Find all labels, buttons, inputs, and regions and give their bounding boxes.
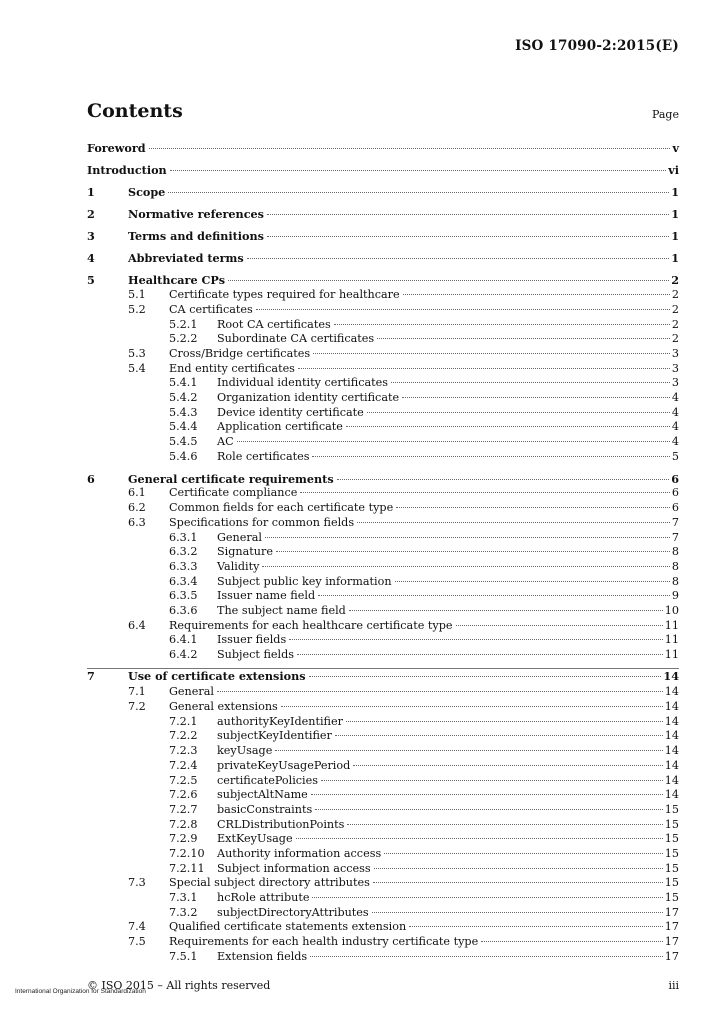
document-id: ISO 17090-2:2015(E): [515, 38, 679, 54]
toc-entry-title: Scope: [128, 185, 166, 200]
toc-entry-title: Device identity certificate: [217, 405, 364, 419]
toc-entry[interactable]: [87, 332, 679, 347]
toc-entry-number: 7.2.4: [169, 758, 198, 772]
dot-leader: [247, 258, 670, 259]
toc-entry-title: Specifications for common fields: [169, 515, 355, 529]
toc-entry-title: AC: [217, 435, 234, 449]
toc-entry-number: 6.3.6: [169, 603, 198, 617]
toc-entry-title: Abbreviated terms: [128, 251, 244, 266]
toc-entry-title: The subject name field: [217, 603, 346, 617]
toc-entry-title: Subject fields: [217, 648, 295, 662]
toc-entry-number: 7.2.3: [169, 744, 198, 758]
toc-entry-number: 1: [87, 185, 95, 200]
toc-entry-number: 7.2.7: [169, 802, 198, 816]
toc-entry-title: Role certificates: [217, 449, 310, 463]
toc-entry[interactable]: [87, 516, 679, 531]
dot-leader: [297, 654, 663, 655]
toc-entry-title: Signature: [217, 545, 273, 559]
toc-entry-page: 1: [671, 207, 679, 222]
toc-entry-page: 15: [664, 861, 679, 875]
toc-entry[interactable]: [87, 847, 679, 862]
dot-leader: [312, 456, 669, 457]
toc-entry-page: 17: [664, 935, 679, 949]
toc-entry-number: 5.2.2: [169, 332, 198, 346]
toc-entry-title: keyUsage: [217, 744, 273, 758]
toc-entry-title: CA certificates: [169, 302, 253, 316]
footer-page-number: iii: [668, 979, 679, 992]
toc-entry[interactable]: [87, 729, 679, 744]
toc-entry-page: v: [672, 141, 679, 155]
toc-entry-title: Introduction: [87, 163, 167, 178]
dot-leader: [149, 148, 671, 149]
toc-entry[interactable]: [87, 935, 679, 950]
dot-leader: [402, 397, 670, 398]
toc-entry-number: 5.4.6: [169, 449, 198, 463]
toc-entry-page: 1: [671, 229, 679, 244]
toc-entry[interactable]: [87, 376, 679, 391]
toc-entry-page: 17: [664, 949, 679, 963]
toc-entry-number: 5.2: [128, 302, 146, 316]
dot-leader: [168, 192, 669, 193]
page-column-label: Page: [651, 108, 679, 121]
toc-entry-number: 7.1: [128, 685, 146, 699]
dot-leader: [309, 676, 662, 677]
toc-entry[interactable]: [87, 391, 679, 406]
toc-entry[interactable]: [87, 906, 679, 921]
dot-leader: [262, 566, 669, 567]
toc-entry-title: Application certificate: [217, 420, 343, 434]
toc-entry[interactable]: [87, 406, 679, 421]
toc-entry-page: 10: [664, 603, 679, 617]
toc-entry-title: certificatePolicies: [217, 773, 318, 787]
toc-entry[interactable]: [87, 435, 679, 450]
toc-entry[interactable]: [87, 501, 679, 516]
toc-entry-title: subjectDirectoryAttributes: [217, 905, 369, 919]
toc-entry-page: 4: [671, 420, 679, 434]
dot-leader: [349, 610, 663, 611]
toc-entry[interactable]: [87, 141, 679, 156]
toc-entry-page: 6: [671, 501, 679, 515]
toc-entry-title: Common fields for each certificate type: [169, 501, 394, 515]
toc-entry-page: 11: [664, 648, 679, 662]
toc-entry-title: Subject public key information: [217, 574, 392, 588]
dot-leader: [310, 956, 663, 957]
dot-leader: [228, 280, 669, 281]
toc-entry-page: 2: [671, 302, 679, 316]
toc-entry-number: 6.4.1: [169, 633, 198, 647]
toc-entry-page: 1: [671, 185, 679, 200]
toc-entry-title: Special subject directory attributes: [169, 876, 370, 890]
toc-entry-page: 3: [671, 361, 679, 375]
toc-entry[interactable]: [87, 950, 679, 965]
toc-entry-number: 7.2.9: [169, 832, 198, 846]
toc-entry[interactable]: [87, 347, 679, 362]
toc-entry[interactable]: [87, 251, 679, 266]
toc-entry-number: 5.4.3: [169, 405, 198, 419]
toc-entry[interactable]: [87, 633, 679, 648]
toc-entry-title: authorityKeyIdentifier: [217, 714, 343, 728]
toc-entry[interactable]: [87, 420, 679, 435]
dot-leader: [312, 897, 662, 898]
toc-entry-title: Individual identity certificates: [217, 376, 389, 390]
toc-entry-page: 6: [671, 486, 679, 500]
footer-organization: International Organization for Standardization: [15, 988, 146, 995]
dot-leader: [391, 382, 670, 383]
toc-entry[interactable]: [87, 207, 679, 222]
dot-leader: [395, 581, 670, 582]
toc-entry-title: Qualified certificate statements extension: [169, 920, 407, 934]
toc-entry[interactable]: [87, 560, 679, 575]
toc-entry-title: General certificate requirements: [128, 471, 334, 486]
dot-leader: [456, 625, 663, 626]
toc-entry-number: 5.3: [128, 346, 146, 360]
dot-leader: [311, 794, 663, 795]
toc-entry-number: 6.4: [128, 618, 146, 632]
dot-leader: [347, 824, 662, 825]
toc-entry[interactable]: [87, 759, 679, 774]
toc-entry[interactable]: [87, 862, 679, 877]
toc-entry[interactable]: [87, 362, 679, 377]
dot-leader: [298, 368, 670, 369]
toc-entry-title: Requirements for each health industry certificate type: [169, 935, 479, 949]
toc-entry[interactable]: [87, 604, 679, 619]
toc-entry-title: General: [217, 530, 262, 544]
toc-entry[interactable]: [87, 715, 679, 730]
toc-entry-page: 2: [671, 273, 679, 288]
toc-entry-number: 6.3.3: [169, 559, 198, 573]
toc-entry[interactable]: [87, 832, 679, 847]
toc-entry[interactable]: [87, 472, 679, 487]
toc-entry-page: 14: [664, 729, 679, 743]
toc-entry-page: 14: [664, 758, 679, 772]
toc-entry-title: Organization identity certificate: [217, 390, 400, 404]
toc-entry-number: 6.2: [128, 501, 146, 515]
dot-leader: [318, 595, 670, 596]
toc-entry-page: 7: [671, 515, 679, 529]
toc-entry-number: 7.2.11: [169, 861, 205, 875]
dot-leader: [334, 324, 670, 325]
toc-entry-number: 6: [87, 471, 95, 486]
dot-leader: [321, 780, 663, 781]
dot-leader: [357, 522, 670, 523]
toc-entry-page: 15: [664, 891, 679, 905]
toc-entry-number: 6.4.2: [169, 648, 198, 662]
toc-entry-title: Normative references: [128, 207, 264, 222]
toc-entry-number: 4: [87, 251, 95, 266]
toc-entry-title: Foreword: [87, 141, 146, 155]
toc-entry-page: 8: [671, 545, 679, 559]
dot-leader: [315, 809, 663, 810]
toc-entry-number: 5.4.1: [169, 376, 198, 390]
toc-entry-number: 3: [87, 229, 95, 244]
toc-entry[interactable]: [87, 788, 679, 803]
toc-entry-number: 7.2.6: [169, 788, 198, 802]
toc-entry-number: 7.2: [128, 700, 146, 714]
toc-entry-page: 15: [664, 817, 679, 831]
toc-entry-page: 14: [664, 700, 679, 714]
dot-leader: [396, 507, 670, 508]
toc-entry[interactable]: [87, 803, 679, 818]
dot-leader: [170, 170, 667, 171]
toc-entry[interactable]: [87, 545, 679, 560]
toc-entry-title: Use of certificate extensions: [128, 668, 306, 683]
toc-entry-page: 11: [664, 618, 679, 632]
toc-entry-page: 15: [664, 876, 679, 890]
toc-entry-page: 3: [671, 376, 679, 390]
toc-entry-page: 2: [671, 288, 679, 302]
toc-entry[interactable]: [87, 273, 679, 288]
toc-entry-page: 8: [671, 574, 679, 588]
toc-entry-title: General: [169, 685, 214, 699]
toc-entry-page: 4: [671, 435, 679, 449]
toc-entry-title: Certificate types required for healthcare: [169, 288, 400, 302]
toc-entry-number: 6.3: [128, 515, 146, 529]
dot-leader: [267, 236, 669, 237]
toc-entry-page: 4: [671, 405, 679, 419]
dot-leader: [296, 838, 663, 839]
toc-entry[interactable]: [87, 700, 679, 715]
toc-entry[interactable]: [87, 531, 679, 546]
toc-entry-title: Root CA certificates: [217, 317, 331, 331]
toc-entry-page: 1: [671, 251, 679, 266]
toc-entry-page: 15: [664, 802, 679, 816]
toc-entry-page: 5: [671, 449, 679, 463]
toc-entry-title: ExtKeyUsage: [217, 832, 293, 846]
toc-entry-page: 15: [664, 832, 679, 846]
toc-entry-title: Certificate compliance: [169, 486, 298, 500]
toc-entry-title: Terms and definitions: [128, 229, 264, 244]
toc-entry-title: General extensions: [169, 700, 278, 714]
dot-leader: [313, 353, 670, 354]
toc-entry-title: Cross/Bridge certificates: [169, 346, 311, 360]
toc-entry-page: 7: [671, 530, 679, 544]
toc-entry[interactable]: [87, 318, 679, 333]
toc-entry-page: 14: [664, 685, 679, 699]
toc-entry-page: 2: [671, 332, 679, 346]
toc-entry-number: 6.3.5: [169, 589, 198, 603]
dot-leader: [335, 735, 663, 736]
toc-entry-number: 5.4.4: [169, 420, 198, 434]
toc-entry[interactable]: [87, 589, 679, 604]
dot-leader: [267, 214, 669, 215]
toc-entry[interactable]: [87, 229, 679, 244]
dot-leader: [373, 882, 663, 883]
toc-entry-title: Authority information access: [217, 846, 382, 860]
toc-entry-page: 8: [671, 559, 679, 573]
dot-leader: [374, 868, 663, 869]
dot-leader: [275, 750, 662, 751]
toc-entry-number: 7.5: [128, 935, 146, 949]
dot-leader: [377, 338, 670, 339]
dot-leader: [409, 926, 663, 927]
toc-entry-title: hcRole attribute: [217, 891, 310, 905]
toc-entry-number: 2: [87, 207, 95, 222]
toc-entry-title: Subordinate CA certificates: [217, 332, 375, 346]
toc-entry-number: 7.2.1: [169, 714, 198, 728]
dot-leader: [353, 765, 662, 766]
toc-entry[interactable]: [87, 575, 679, 590]
dot-leader: [481, 941, 663, 942]
dot-leader: [256, 309, 670, 310]
toc-entry-title: Requirements for each healthcare certificate type: [169, 618, 453, 632]
toc-entry-title: Issuer name field: [217, 589, 316, 603]
toc-entry-page: 9: [671, 589, 679, 603]
dot-leader: [217, 691, 663, 692]
toc-entry-number: 6.3.1: [169, 530, 198, 544]
toc-entry[interactable]: [87, 185, 679, 200]
dot-leader: [367, 412, 670, 413]
toc-entry-page: vi: [668, 163, 679, 178]
toc-entry-number: 6.3.4: [169, 574, 198, 588]
dot-leader: [276, 551, 670, 552]
toc-entry-number: 7.2.8: [169, 817, 198, 831]
toc-entry-title: Issuer fields: [217, 633, 287, 647]
toc-entry-number: 6.3.2: [169, 545, 198, 559]
toc-entry-page: 6: [671, 471, 679, 486]
toc-entry-page: 3: [671, 346, 679, 360]
toc-entry-number: 5.4.5: [169, 435, 198, 449]
toc-entry[interactable]: [87, 486, 679, 501]
dot-leader: [337, 479, 670, 480]
toc-entry-title: basicConstraints: [217, 802, 313, 816]
toc-entry-number: 5.2.1: [169, 317, 198, 331]
toc-entry-number: 5.4.2: [169, 390, 198, 404]
toc-entry-number: 5.4: [128, 361, 146, 375]
contents-title: Contents: [87, 100, 183, 122]
dot-leader: [372, 912, 663, 913]
toc-entry[interactable]: [87, 920, 679, 935]
dot-leader: [300, 492, 670, 493]
toc-entry-title: privateKeyUsagePeriod: [217, 758, 351, 772]
dot-leader: [403, 294, 670, 295]
toc-entry[interactable]: [87, 619, 679, 634]
toc-entry-number: 7.3.1: [169, 891, 198, 905]
toc-entry-title: subjectKeyIdentifier: [217, 729, 332, 743]
toc-entry-number: 7.4: [128, 920, 146, 934]
toc-entry-number: 7: [87, 668, 95, 683]
toc-entry-title: End entity certificates: [169, 361, 295, 375]
toc-entry[interactable]: [87, 648, 679, 663]
toc-entry[interactable]: [87, 163, 679, 178]
toc-entry[interactable]: [87, 668, 679, 686]
toc-entry-number: 7.3: [128, 876, 146, 890]
toc-entry-number: 6.1: [128, 486, 146, 500]
toc-entry-title: subjectAltName: [217, 788, 308, 802]
toc-entry[interactable]: [87, 774, 679, 789]
dot-leader: [346, 426, 670, 427]
footer-copyright: © ISO 2015 – All rights reserved: [87, 979, 271, 992]
toc-entry-title: Extension fields: [217, 949, 308, 963]
toc-entry[interactable]: [87, 818, 679, 833]
toc-entry-title: Healthcare CPs: [128, 273, 226, 288]
toc-entry[interactable]: [87, 303, 679, 318]
toc-entry[interactable]: [87, 876, 679, 891]
toc-entry-page: 2: [671, 317, 679, 331]
toc-entry-number: 7.5.1: [169, 949, 198, 963]
toc-entry-page: 14: [664, 788, 679, 802]
toc-entry[interactable]: [87, 744, 679, 759]
toc-entry[interactable]: [87, 685, 679, 700]
toc-entry-page: 14: [663, 668, 679, 683]
dot-leader: [281, 706, 663, 707]
toc-entry-page: 17: [664, 905, 679, 919]
toc-entry-title: Validity: [217, 559, 260, 573]
toc-entry-page: 14: [664, 714, 679, 728]
dot-leader: [265, 537, 670, 538]
toc-entry-page: 15: [664, 846, 679, 860]
toc-entry-page: 14: [664, 773, 679, 787]
dot-leader: [289, 639, 663, 640]
toc-entry[interactable]: [87, 891, 679, 906]
toc-entry-page: 11: [664, 633, 679, 647]
dot-leader: [346, 721, 663, 722]
toc-entry-number: 7.2.5: [169, 773, 198, 787]
dot-leader: [384, 853, 663, 854]
toc-entry-number: 7.3.2: [169, 905, 198, 919]
toc-entry[interactable]: [87, 450, 679, 465]
toc-entry-number: 5: [87, 273, 95, 288]
toc-entry-page: 17: [664, 920, 679, 934]
dot-leader: [237, 441, 670, 442]
toc-entry-number: 7.2.10: [169, 846, 205, 860]
toc-entry[interactable]: [87, 288, 679, 303]
toc-entry-page: 4: [671, 390, 679, 404]
toc-entry-title: CRLDistributionPoints: [217, 817, 345, 831]
toc-entry-page: 14: [664, 744, 679, 758]
table-of-contents: [87, 139, 679, 964]
toc-entry-number: 5.1: [128, 288, 146, 302]
toc-entry-number: 7.2.2: [169, 729, 198, 743]
toc-entry-title: Subject information access: [217, 861, 371, 875]
